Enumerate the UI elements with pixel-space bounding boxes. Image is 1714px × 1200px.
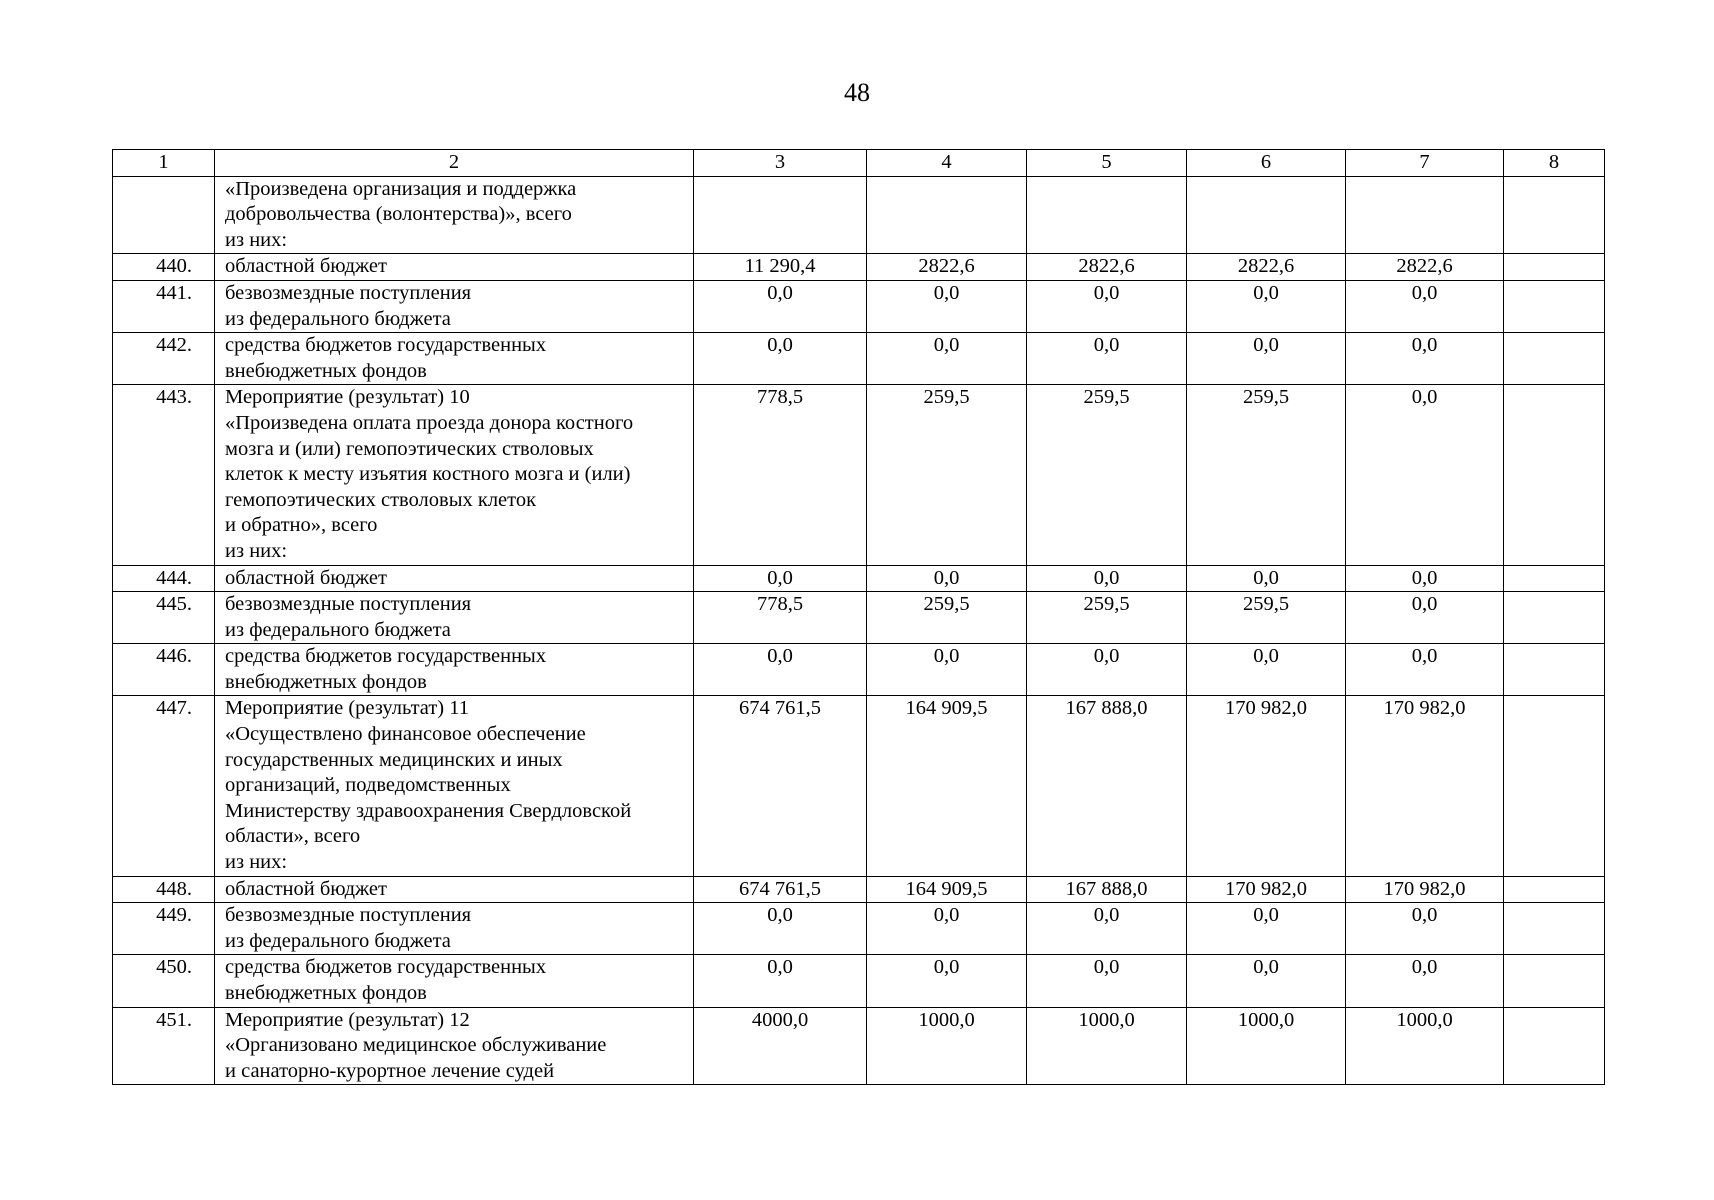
table-row — [113, 955, 1605, 1007]
header-cell-7: 7 — [1346, 150, 1504, 177]
value-cell-3: 0,0 — [694, 333, 867, 385]
header-cell-2: 2 — [215, 150, 694, 177]
row-number-cell: 451. — [113, 1007, 215, 1085]
value-cell-7: 0,0 — [1346, 565, 1504, 592]
row-name-cell: средства бюджетов государственных внебюджетных фондов — [215, 644, 694, 696]
value-cell-5: 0,0 — [1027, 955, 1187, 1007]
row-name-cell: Мероприятие (результат) 12 «Организовано медицинское обслуживание и санаторно-курортное лечение судей — [215, 1007, 694, 1085]
value-cell-8 — [1504, 280, 1605, 332]
table-row — [113, 876, 1605, 903]
value-cell-5: 0,0 — [1027, 903, 1187, 955]
table-body — [113, 176, 1605, 1085]
table-row — [113, 696, 1605, 876]
value-cell-4: 0,0 — [867, 565, 1027, 592]
value-cell-5: 0,0 — [1027, 565, 1187, 592]
value-cell-5: 259,5 — [1027, 592, 1187, 644]
value-cell-5: 2822,6 — [1027, 254, 1187, 281]
value-cell-7: 0,0 — [1346, 955, 1504, 1007]
row-number-cell: 441. — [113, 280, 215, 332]
value-cell-3: 4000,0 — [694, 1007, 867, 1085]
row-number-cell: 444. — [113, 565, 215, 592]
value-cell-5: 167 888,0 — [1027, 876, 1187, 903]
row-number-cell: 448. — [113, 876, 215, 903]
value-cell-3: 0,0 — [694, 280, 867, 332]
value-cell-7: 0,0 — [1346, 592, 1504, 644]
row-number-cell: 440. — [113, 254, 215, 281]
value-cell-3: 674 761,5 — [694, 876, 867, 903]
value-cell-6: 259,5 — [1187, 385, 1346, 565]
value-cell-8 — [1504, 333, 1605, 385]
value-cell-6: 0,0 — [1187, 565, 1346, 592]
value-cell-7: 1000,0 — [1346, 1007, 1504, 1085]
value-cell-5: 0,0 — [1027, 644, 1187, 696]
value-cell-3: 778,5 — [694, 385, 867, 565]
value-cell-8 — [1504, 176, 1605, 254]
value-cell-8 — [1504, 565, 1605, 592]
value-cell-7: 0,0 — [1346, 644, 1504, 696]
value-cell-3: 0,0 — [694, 903, 867, 955]
value-cell-8 — [1504, 644, 1605, 696]
value-cell-3 — [694, 176, 867, 254]
value-cell-4: 2822,6 — [867, 254, 1027, 281]
row-name-cell: областной бюджет — [215, 254, 694, 281]
value-cell-8 — [1504, 903, 1605, 955]
row-number-cell: 443. — [113, 385, 215, 565]
header-row — [113, 150, 1605, 177]
value-cell-4: 0,0 — [867, 644, 1027, 696]
value-cell-4: 1000,0 — [867, 1007, 1027, 1085]
value-cell-8 — [1504, 385, 1605, 565]
value-cell-3: 11 290,4 — [694, 254, 867, 281]
value-cell-8 — [1504, 254, 1605, 281]
value-cell-6 — [1187, 176, 1346, 254]
value-cell-4: 164 909,5 — [867, 696, 1027, 876]
table-row — [113, 644, 1605, 696]
page-number: 48 — [844, 78, 870, 107]
value-cell-5: 259,5 — [1027, 385, 1187, 565]
value-cell-6: 170 982,0 — [1187, 876, 1346, 903]
value-cell-8 — [1504, 696, 1605, 876]
value-cell-4: 0,0 — [867, 903, 1027, 955]
value-cell-3: 0,0 — [694, 644, 867, 696]
value-cell-6: 0,0 — [1187, 280, 1346, 332]
header-cell-6: 6 — [1187, 150, 1346, 177]
header-cell-1: 1 — [113, 150, 215, 177]
value-cell-7: 0,0 — [1346, 903, 1504, 955]
table-row — [113, 903, 1605, 955]
value-cell-6: 0,0 — [1187, 903, 1346, 955]
table-row — [113, 385, 1605, 565]
value-cell-5: 0,0 — [1027, 280, 1187, 332]
value-cell-3: 674 761,5 — [694, 696, 867, 876]
table-header — [113, 150, 1605, 177]
row-name-cell: средства бюджетов государственных внебюджетных фондов — [215, 333, 694, 385]
value-cell-3: 0,0 — [694, 565, 867, 592]
header-cell-5: 5 — [1027, 150, 1187, 177]
header-cell-4: 4 — [867, 150, 1027, 177]
row-number-cell: 446. — [113, 644, 215, 696]
value-cell-5 — [1027, 176, 1187, 254]
value-cell-7: 170 982,0 — [1346, 696, 1504, 876]
row-number-cell: 449. — [113, 903, 215, 955]
value-cell-7: 170 982,0 — [1346, 876, 1504, 903]
value-cell-5: 1000,0 — [1027, 1007, 1187, 1085]
value-cell-5: 167 888,0 — [1027, 696, 1187, 876]
table-row — [113, 565, 1605, 592]
value-cell-8 — [1504, 592, 1605, 644]
value-cell-8 — [1504, 876, 1605, 903]
row-name-cell: безвозмездные поступления из федерального бюджета — [215, 280, 694, 332]
value-cell-3: 0,0 — [694, 955, 867, 1007]
row-name-cell: Мероприятие (результат) 10 «Произведена оплата проезда донора костного мозга и (или) гемопоэтических стволовых клеток к месту изъятия костного мозга и (или) гемопоэтических стволовых клеток и обратно», всего из них: — [215, 385, 694, 565]
value-cell-4: 259,5 — [867, 592, 1027, 644]
value-cell-6: 259,5 — [1187, 592, 1346, 644]
value-cell-3: 778,5 — [694, 592, 867, 644]
row-number-cell — [113, 176, 215, 254]
table-row — [113, 254, 1605, 281]
row-name-cell: областной бюджет — [215, 565, 694, 592]
value-cell-7 — [1346, 176, 1504, 254]
value-cell-7: 0,0 — [1346, 333, 1504, 385]
value-cell-4 — [867, 176, 1027, 254]
row-name-cell: безвозмездные поступления из федерального бюджета — [215, 903, 694, 955]
value-cell-8 — [1504, 955, 1605, 1007]
header-cell-3: 3 — [694, 150, 867, 177]
row-name-cell: безвозмездные поступления из федерального бюджета — [215, 592, 694, 644]
row-name-cell: областной бюджет — [215, 876, 694, 903]
value-cell-6: 2822,6 — [1187, 254, 1346, 281]
value-cell-7: 2822,6 — [1346, 254, 1504, 281]
row-number-cell: 447. — [113, 696, 215, 876]
table-row — [113, 280, 1605, 332]
table-row — [113, 1007, 1605, 1085]
value-cell-6: 170 982,0 — [1187, 696, 1346, 876]
value-cell-4: 0,0 — [867, 955, 1027, 1007]
row-number-cell: 445. — [113, 592, 215, 644]
value-cell-4: 164 909,5 — [867, 876, 1027, 903]
value-cell-8 — [1504, 1007, 1605, 1085]
row-number-cell: 442. — [113, 333, 215, 385]
row-name-cell: Мероприятие (результат) 11 «Осуществлено финансовое обеспечение государственных медицинских и иных организаций, подведомственных Министерству здравоохранения Свердловской области», всего из них: — [215, 696, 694, 876]
row-number-cell: 450. — [113, 955, 215, 1007]
row-name-cell: «Произведена организация и поддержка добровольчества (волонтерства)», всего из них: — [215, 176, 694, 254]
value-cell-4: 259,5 — [867, 385, 1027, 565]
table-row — [113, 333, 1605, 385]
value-cell-5: 0,0 — [1027, 333, 1187, 385]
value-cell-7: 0,0 — [1346, 385, 1504, 565]
value-cell-6: 0,0 — [1187, 333, 1346, 385]
table-row — [113, 592, 1605, 644]
row-name-cell: средства бюджетов государственных внебюджетных фондов — [215, 955, 694, 1007]
value-cell-4: 0,0 — [867, 333, 1027, 385]
value-cell-6: 1000,0 — [1187, 1007, 1346, 1085]
budget-table — [112, 149, 1605, 1085]
value-cell-6: 0,0 — [1187, 644, 1346, 696]
value-cell-6: 0,0 — [1187, 955, 1346, 1007]
header-cell-8: 8 — [1504, 150, 1605, 177]
value-cell-7: 0,0 — [1346, 280, 1504, 332]
value-cell-4: 0,0 — [867, 280, 1027, 332]
table-row — [113, 176, 1605, 254]
